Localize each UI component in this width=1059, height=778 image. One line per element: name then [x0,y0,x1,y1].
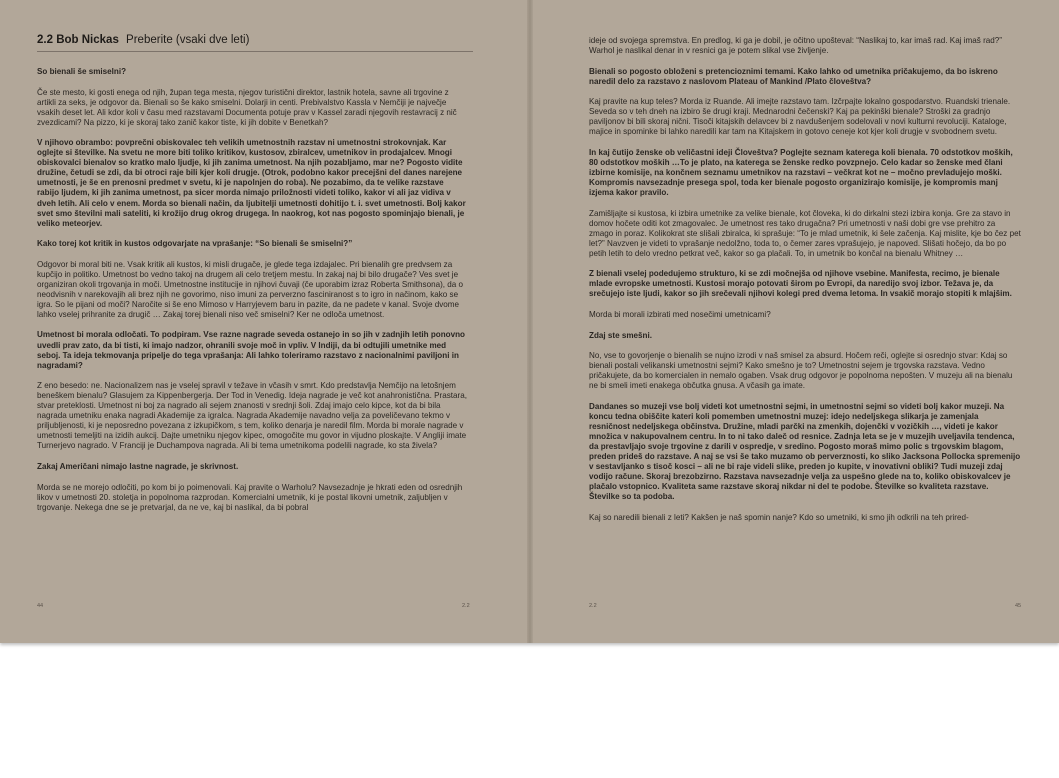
bold-paragraph: Bienali so pogosto obloženi s pretencioznimi temami. Kako lahko od umetnika pričakujemo, da bo iskreno naredil delo za razstavo z naslovom Plateau of Mankind /Plato človeštva? [589,66,998,86]
left-page-text [37,67,467,523]
bold-paragraph: Zdaj ste smešni. [589,330,652,340]
bold-paragraph: In kaj čutijo ženske ob veličastni ideji Človeštva? Poglejte seznam katerega koli bienala. 70 odstotkov moških, 80 odstotkov moških …To je plato, na katerega se ženske redko povzpnejo. Celo kadar so ženske med člani izbirne komisije, na končnem seznamu umetnikov na razstavi – večkrat kot ne – močno prevladujejo moški. Kompromis navsezadnje presega spol, toda ker bienale pogosto organizirajo komisije, je kompromis manj izjema kakor pravilo. [589,147,1013,198]
paragraph: Zamišljajte si kustosa, ki izbira umetnike za velike bienale, kot človeka, ki do dirkalni stezi izbira konja. Gre za stavo in domov hočete oditi kot zmagovalec. Je umetnost res tako drugačna? Pri umetnosti v naši dobi gre vse prehitro za zmago in poraz. Kolikokrat ste slišali zbiralca, ki sprašuje: “To je mlad umetnik, ki šele začenja. Kaj mislite, kje bo čez pet let?” Navzven je videti to vprašanje nedolžno, toda to, o čemer zares vprašujejo, je napoved. Slišati hočejo, da bo po petih letih to delo vredno petkrat več, kakor so ga plačali. To, in umetnik bo končal na bienalu Whitney … [589,208,1021,258]
left-page [0,0,529,643]
bold-paragraph: Umetnost bi morala odločati. To podpiram. Vse razne nagrade seveda ostanejo in so jih v zadnjih letih ponovno uvedli prav zato, da bi tisti, ki imajo nadzor, ohranili svoje moč in vpliv. V Indiji, da bi odtujili umetnike med seboj. Ta ideja tekmovanja pripelje do tega vprašanja: Ali lahko toleriramo razstavo z nacionalnimi paviljoni in nagradami? [37,330,465,370]
bold-paragraph: So bienali še smiselni? [37,67,127,76]
bold-paragraph: Zakaj Američani nimajo lastne nagrade, je skrivnost. [37,462,239,471]
paragraph: No, vse to govorjenje o bienalih se nujno izrodi v naš smisel za absurd. Hočem reči, oglejte si osrednjo stvar: Kdaj so bienali postali velikanski umetnostni sejmi? Kako smešno je to? Umetnostni sejem je trgovska razstava. Vedno pričakujete, da bo komercialen in nemalo ogaben. Vsak drug odgovor je popolnoma nepošten. V muzeju ali na bienalu ne bi smeli imeti enakega občutka gnusa. A včasih ga imate. [589,351,1013,391]
paragraph: Z eno besedo: ne. Nacionalizem nas je vselej spravil v težave in včasih v smrt. Kdo predstavlja Nemčijo na letošnjem beneškem bienalu? Glasujem za Kippenbergerja. Der Tod in Venedig. Ideja nagrade je več kot anahronistična. Prastara, stvar preteklosti. Umetnost ni boj za nagrado ali sejem znanosti v srednji šoli. Zdaj imajo celo kipce, kot da bi bila nagrada umetniku enaka nagradi Akademije za igralca. Nagrada Akademije navadno velja za poveličevano tekmo v priljubljenosti, ki je neposredno povezana z izkupičkom, s tem, koliko denarja je naredil film. Morda bi morale nagrade v umetnosti temeljiti na izidih aukcij. Dajte umetniku njegov kipec, omogočite mu govor in vijudno ploskajte. V Angliji imate Turnerjevo nagrado. V Franciji je Duchampova nagrada. Ali bi tema umetnikoma podelili nagrade, ko sta živela? [37,381,467,451]
paragraph: Odgovor bi moral biti ne. Vsak kritik ali kustos, ki misli drugače, je glede tega izdajalec. Pri bienalih gre predvsem za kupčijo in politiko. Umetnost bo vedno takoj na drugem ali celo tretjem mestu. In zakaj naj bi bilo drugače? Ves svet je organiziran okoli trgovanja in moči. Umetnostne institucije in njihovi čuvaji (če uporabim izraz Roberta Smithsona), da o neodvisnih v narekovajih ali brez njih ne govorimo, niso imuni za perverzno fasciniranost s to igro in načinom, kako se igra. So le pijani od moči? Naročite si še eno Mimoso v Harryjevem baru in pazite, da ne padete v kanal. Svoje dvome lahko vselej prihranite za drugič … Zakaj torej bienali niso več smiselni? Ker ne odloča umetnost. [37,259,464,319]
bold-paragraph: Dandanes so muzeji vse bolj videti kot umetnostni sejmi, in umetnostni sejmi so videti bolj kakor muzeji. Na koncu tedna obiščite kateri koli pomemben umetnostni muzej: idejo nedeljskega slikarja je zamenjala resničnost nedeljskega občinstva. Družine, mladi parčki na zmenkih, dojenčki v vozičkih …, videti je kakor množica v nakupovalnem centru. In to ni tako daleč od resnice. Zadnja leta se je v muzejih uveljavila tendenca, da prestavljajo svoje trgovine z darili v ospredje, v sredino. Pogosto moraš mimo polic s trgovskim blagom, preden prideš do razstave. A naj se vsi še tako muzamo ob perverznosti, ko sliko Jacksona Pollocka spremenijo v sestavljanko s tisoč kosci – ali ne bi raje videli slike, preden jo kupite, v inovativni obliki? Tudi muzeji zdaj vodijo račune. Skoraj brezobzirno. Razstava navsezadnje velja za uspešno glede na to, koliko obiskovalcev je plačalo vstopnico. Kvaliteta same razstave skoraj nikdar ni del te podobe. Številke so kvaliteta razstave. Številke so ta podoba. [589,401,1021,502]
paragraph: Kaj pravite na kup teles? Morda iz Ruande. Ali imejte razstavo tam. Izčrpajte lokalno gospodarstvo. Ruandski trienale. Seveda so v teh dneh na izbiro še drugi kraji. Mednarodni čečenski? Kaj pa pekinški bienale? Stroški za gradnjo paviljonov bi bili skoraj nični. Tisoči kitajskih delavcev bi z navdušenjem sodelovali v novi kulturni revoluciji. Kataloge, majice in spominke bi lahko naredili kar tam na Kitajskem in gotovo ceneje kot kjer koli drugje v svobodnem svetu. [589,97,1011,137]
right-page-text [589,36,1021,533]
chapter-number: 2.2 [37,34,53,46]
bold-paragraph: Z bienali vselej podedujemo strukturo, ki se zdi močnejša od njihove vsebine. Manifesta, recimo, je bienale mlade evropske umetnosti. Kustosi morajo potovati širom po Evropi, da naredijo svoj izbor. Težava je, da srečujejo iste ljudi, kakor so jih srečevali njihovi kolegi pred dvema letoma. In vsakič morajo stopiti k mlajšim. [589,269,1012,299]
bold-paragraph: Kako torej kot kritik in kustos odgovarjate na vprašanje: “So bienali še smiselni?” [37,239,353,249]
paragraph: Če ste mesto, ki gosti enega od njih, župan tega mesta, njegov turistični direktor, lastnik hotela, savne ali trgovine z artikli za seks, je odgovor da. Bienali so še kako smiselni. Dolarji in centi. Prebivalstvo Kassla v Nemčiji je največje vsakih deset let. Ali kdor koli v času med razstavami Documenta potuje prav v Kassel zaradi njegovih restavracij z nič zvezdicami? Na pizzo, ki je skoraj tako zanič kakor tiste, ki jih dobite v Benetkah? [37,87,457,127]
page-number-left: 44 [37,603,44,609]
chapter-author: Bob Nickas [56,34,119,46]
running-section-right: 2.2 [589,603,597,609]
paragraph: Kaj so naredili bienali z leti? Kakšen je naš spomin nanje? Kdo so umetniki, ki smo jih odkrili na teh prired- [589,512,969,522]
paragraph: Morda se ne morejo odločiti, po kom bi jo poimenovali. Kaj pravite o Warholu? Navsezadnje je hkrati eden od osrednjih likov v umetnosti 20. stoletja in popolnoma razprodan. Komercialni umetnik, ki je postal likovni umetnik, zaljubljen v trgovanje. Nekega dne se je pretvarjal, da ne ve, kaj bi naslikal, da bi pobral [37,482,463,512]
running-section-left: 2.2 [462,603,470,609]
paragraph: ideje od svojega spremstva. En predlog, ki ga je dobil, je očitno upošteval: “Naslikaj to, kar imaš rad. Kaj imaš rad?” Warhol je naslikal denar in v resnici ga je potem slikal vse življenje. [589,36,1002,56]
right-page [531,0,1059,643]
page-number-right: 45 [1015,603,1022,609]
chapter-header [37,34,473,52]
bold-paragraph: V njihovo obrambo: povprečni obiskovalec teh velikih umetnostnih razstav ni umetnostni strokovnjak. Kar oglejte si številke. Na svetu ne more biti toliko kritikov, kustosov, zbiralcev, umetnikov in prodajalcev. Mnogi obiskovalci bienalov so kratko malo ljudje, ki jih zanima umetnost. Na njih pozabljamo, mar ne? Pogosto vidite družine, četudi se zdi, da bi otroci raje bili kjer koli drugje. (Otrok, podobno kakor precejšni del danes narejene umetnosti, je še en prenosni predmet v svetu, ki je napolnjen do roba). Ne pozabimo, da te velike razstave rabijo ljudem, ki jih zanima umetnost, pa sicer morda nimajo priložnosti videti toliko, kakor vi ali jaz vidiva v dveh letih. Ali celo v enem. Morda so bienali način, da ljubitelji umetnosti dohitijo t. i. svet umetnosti. Bolj kakor svet smo številni mali sateliti, ki krožijo drug okrog drugega. In naokrog, kot nas pogosto spominjajo bienali, je veliko meteorjev. [37,138,466,228]
paragraph: Morda bi morali izbirati med nosečimi umetnicami? [589,309,771,319]
chapter-subtitle: Preberite (vsaki dve leti) [126,34,250,46]
